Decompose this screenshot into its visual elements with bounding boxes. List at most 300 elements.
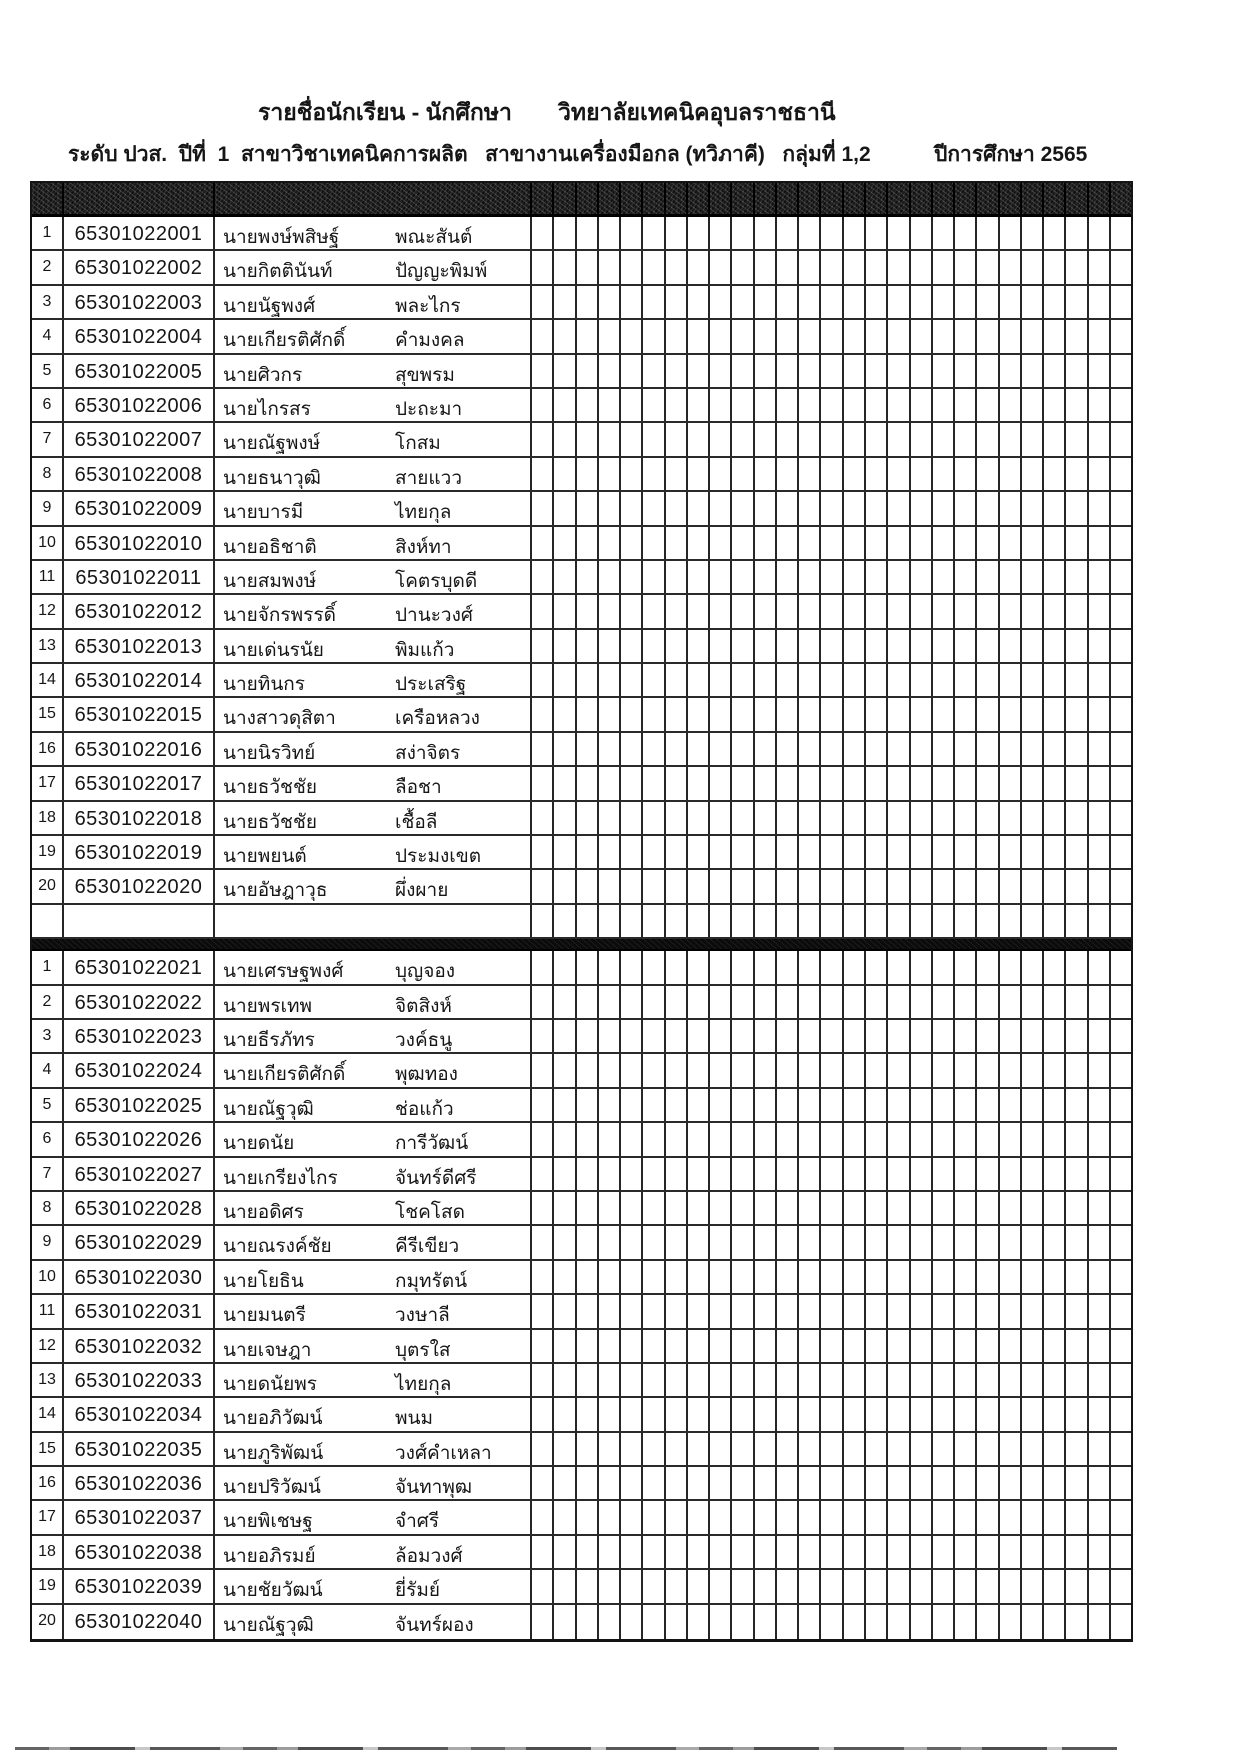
attendance-cell: [666, 355, 688, 387]
attendance-cell: [577, 1192, 599, 1224]
attendance-cell: [1111, 423, 1131, 455]
attendance-cell: [621, 1089, 643, 1121]
attendance-cell: [1089, 1330, 1111, 1362]
student-row: [32, 1226, 1131, 1260]
attendance-cell: [755, 1192, 777, 1224]
attendance-cell: [666, 1261, 688, 1293]
attendance-cell: [866, 870, 888, 902]
first-name: นายนิรวิทย์: [223, 742, 316, 764]
attendance-cell: [844, 527, 866, 559]
attendance-cell: [577, 1020, 599, 1052]
attendance-cell: [599, 1398, 621, 1430]
attendance-cell: [911, 217, 933, 249]
attendance-cell: [599, 492, 621, 524]
attendance-cell: [755, 1433, 777, 1465]
attendance-cell: [643, 561, 665, 593]
first-name: นายอธิชาติ: [223, 536, 317, 558]
first-name: นายศิวกร: [223, 364, 303, 386]
attendance-cell: [911, 1467, 933, 1499]
attendance-cell: [777, 836, 799, 868]
student-name-cell: [215, 1605, 532, 1639]
attendance-cell: [1022, 870, 1044, 902]
last-name: พณะสันต์: [395, 227, 473, 248]
student-row: [32, 1330, 1131, 1364]
attendance-cell: [866, 1192, 888, 1224]
attendance-cell: [888, 595, 910, 627]
student-row: [32, 1158, 1131, 1192]
student-id-cell: 65301022040: [64, 1605, 215, 1639]
attendance-cell: [732, 1605, 754, 1639]
attendance-cell: [532, 1467, 554, 1499]
row-number-cell: 13: [32, 1364, 64, 1396]
attendance-cell: [554, 1433, 576, 1465]
attendance-cell: [933, 1605, 955, 1639]
attendance-cell: [621, 458, 643, 490]
student-name-cell: [215, 389, 532, 421]
attendance-cell: [532, 561, 554, 593]
student-name-cell: [215, 217, 532, 249]
attendance-cell: [710, 870, 732, 902]
attendance-cell: [1066, 1570, 1088, 1602]
attendance-cell: [710, 733, 732, 765]
attendance-cell: [933, 595, 955, 627]
attendance-cell: [577, 1433, 599, 1465]
attendance-cell: [1022, 423, 1044, 455]
attendance-cell: [777, 870, 799, 902]
attendance-cell: [1111, 1054, 1131, 1086]
attendance-cell: [532, 951, 554, 983]
first-name: นายพงษ์พสิษฐ์: [223, 227, 340, 248]
attendance-cell: [844, 320, 866, 352]
attendance-cell: [688, 1605, 710, 1639]
attendance-cell: [621, 1433, 643, 1465]
attendance-cell: [821, 698, 843, 730]
student-row: [32, 389, 1131, 423]
attendance-cell: [710, 1261, 732, 1293]
attendance-cell: [755, 733, 777, 765]
attendance-cell: [1000, 1020, 1022, 1052]
student-name-cell: [215, 733, 532, 765]
attendance-cell: [666, 320, 688, 352]
attendance-cell: [666, 1364, 688, 1396]
attendance-cell: [554, 1054, 576, 1086]
attendance-cell: [888, 1536, 910, 1568]
attendance-cell: [955, 733, 977, 765]
attendance-cell: [755, 286, 777, 318]
attendance-cell: [1111, 905, 1131, 937]
last-name: ไทยกุล: [395, 1373, 452, 1395]
attendance-cell: [933, 1020, 955, 1052]
student-name-cell: [215, 698, 532, 730]
attendance-cell: [777, 767, 799, 799]
attendance-cell: [666, 1605, 688, 1639]
attendance-cell: [866, 836, 888, 868]
attendance-cell: [710, 1501, 732, 1533]
header-cell-attendance: [911, 183, 933, 214]
attendance-cell: [844, 1398, 866, 1430]
attendance-cell: [532, 1330, 554, 1362]
attendance-cell: [554, 492, 576, 524]
attendance-cell: [777, 1089, 799, 1121]
attendance-cell: [799, 767, 821, 799]
attendance-cell: [1111, 458, 1131, 490]
attendance-cell: [777, 458, 799, 490]
attendance-cell: [911, 664, 933, 696]
attendance-cell: [977, 836, 999, 868]
attendance-cell: [1066, 767, 1088, 799]
student-id-cell: 65301022027: [64, 1158, 215, 1190]
student-row: [32, 1536, 1131, 1570]
attendance-cell: [799, 1295, 821, 1327]
attendance-cell: [577, 595, 599, 627]
header-cell-attendance: [799, 183, 821, 214]
attendance-cell: [755, 1089, 777, 1121]
attendance-cell: [688, 1501, 710, 1533]
student-id-cell: 65301022015: [64, 698, 215, 730]
attendance-cell: [755, 355, 777, 387]
first-name: นายณรงค์ชัย: [223, 1236, 332, 1258]
attendance-cell: [710, 1433, 732, 1465]
attendance-cell: [732, 423, 754, 455]
first-name: นายพรเทพ: [223, 995, 313, 1017]
student-row: [32, 1020, 1131, 1054]
attendance-cell: [732, 767, 754, 799]
attendance-cell: [821, 1398, 843, 1430]
attendance-cell: [1111, 1158, 1131, 1190]
attendance-cell: [599, 561, 621, 593]
attendance-cell: [821, 1295, 843, 1327]
attendance-cell: [532, 251, 554, 283]
attendance-cell: [1044, 951, 1066, 983]
attendance-cell: [1044, 1330, 1066, 1362]
first-name: นายภูริพัฒน์: [223, 1442, 324, 1464]
header-cell-attendance: [933, 183, 955, 214]
attendance-cell: [977, 1123, 999, 1155]
attendance-cell: [710, 951, 732, 983]
attendance-cell: [844, 355, 866, 387]
attendance-cell: [1022, 698, 1044, 730]
attendance-cell: [666, 389, 688, 421]
header-cell-attendance: [888, 183, 910, 214]
attendance-cell: [844, 458, 866, 490]
attendance-cell: [955, 251, 977, 283]
attendance-cell: [1044, 767, 1066, 799]
attendance-cell: [1089, 492, 1111, 524]
student-row: [32, 1501, 1131, 1535]
attendance-cell: [844, 951, 866, 983]
attendance-cell: [621, 1398, 643, 1430]
last-name: พิมแก้ว: [395, 639, 455, 661]
attendance-cell: [844, 1089, 866, 1121]
attendance-cell: [1089, 698, 1111, 730]
last-name: ประมงเขต: [395, 846, 482, 868]
attendance-cell: [532, 802, 554, 834]
attendance-cell: [866, 1570, 888, 1602]
attendance-cell: [732, 1501, 754, 1533]
student-id-cell: 65301022007: [64, 423, 215, 455]
row-number-cell: 18: [32, 802, 64, 834]
attendance-cell: [755, 423, 777, 455]
attendance-cell: [1066, 595, 1088, 627]
attendance-cell: [821, 561, 843, 593]
student-name-cell: [215, 767, 532, 799]
attendance-cell: [710, 1020, 732, 1052]
attendance-cell: [688, 492, 710, 524]
attendance-cell: [599, 664, 621, 696]
attendance-cell: [621, 1158, 643, 1190]
attendance-cell: [799, 561, 821, 593]
header-cell-attendance: [710, 183, 732, 214]
last-name: ปานะวงศ์: [395, 605, 473, 627]
attendance-cell: [1000, 1089, 1022, 1121]
attendance-cell: [554, 1364, 576, 1396]
attendance-cell: [866, 1364, 888, 1396]
attendance-cell: [933, 664, 955, 696]
attendance-cell: [821, 595, 843, 627]
attendance-cell: [933, 1089, 955, 1121]
attendance-cell: [821, 802, 843, 834]
attendance-cell: [532, 389, 554, 421]
attendance-cell: [977, 251, 999, 283]
attendance-cell: [844, 492, 866, 524]
attendance-cell: [688, 1123, 710, 1155]
attendance-cell: [621, 217, 643, 249]
attendance-cell: [799, 698, 821, 730]
attendance-cell: [911, 1123, 933, 1155]
attendance-cell: [1089, 286, 1111, 318]
attendance-cell: [643, 251, 665, 283]
student-id-cell: 65301022018: [64, 802, 215, 834]
attendance-cell: [888, 870, 910, 902]
attendance-cell: [1066, 355, 1088, 387]
attendance-cell: [666, 423, 688, 455]
attendance-cell: [888, 733, 910, 765]
attendance-cell: [732, 492, 754, 524]
attendance-cell: [844, 1054, 866, 1086]
attendance-cell: [554, 905, 576, 937]
attendance-cell: [821, 836, 843, 868]
first-name: นายณัฐพงษ์: [223, 433, 321, 455]
attendance-cell: [1022, 458, 1044, 490]
attendance-cell: [911, 836, 933, 868]
last-name: ปะถะมา: [395, 398, 463, 420]
student-id-cell: 65301022031: [64, 1295, 215, 1327]
student-id-cell: 65301022014: [64, 664, 215, 696]
attendance-cell: [643, 1020, 665, 1052]
last-name: จันทร์ผอง: [395, 1614, 474, 1636]
attendance-cell: [977, 1192, 999, 1224]
attendance-cell: [666, 1295, 688, 1327]
student-row: [32, 527, 1131, 561]
attendance-cell: [688, 986, 710, 1018]
last-name: วงศ์คำเหลา: [395, 1442, 492, 1464]
attendance-cell: [977, 527, 999, 559]
attendance-cell: [732, 1158, 754, 1190]
attendance-cell: [1022, 492, 1044, 524]
attendance-cell: [933, 1536, 955, 1568]
attendance-cell: [621, 1605, 643, 1639]
attendance-cell: [911, 286, 933, 318]
attendance-cell: [911, 630, 933, 662]
attendance-cell: [666, 1158, 688, 1190]
attendance-cell: [844, 664, 866, 696]
student-name-cell: [215, 870, 532, 902]
attendance-cell: [732, 1330, 754, 1362]
attendance-cell: [688, 595, 710, 627]
student-name-cell: [215, 1433, 532, 1465]
attendance-cell: [888, 767, 910, 799]
attendance-cell: [621, 286, 643, 318]
attendance-cell: [955, 767, 977, 799]
attendance-cell: [732, 951, 754, 983]
attendance-cell: [621, 905, 643, 937]
student-id-cell: 65301022032: [64, 1330, 215, 1362]
last-name: วงษาลี: [395, 1305, 450, 1327]
attendance-cell: [732, 1536, 754, 1568]
attendance-cell: [532, 1536, 554, 1568]
row-number-cell: 6: [32, 1123, 64, 1155]
attendance-cell: [911, 1364, 933, 1396]
attendance-cell: [1022, 1020, 1044, 1052]
attendance-cell: [1044, 1020, 1066, 1052]
attendance-cell: [933, 905, 955, 937]
attendance-cell: [1022, 355, 1044, 387]
first-name: นายธนาวุฒิ: [223, 467, 321, 489]
attendance-cell: [688, 1570, 710, 1602]
attendance-cell: [955, 698, 977, 730]
attendance-cell: [1000, 1295, 1022, 1327]
attendance-cell: [1066, 905, 1088, 937]
attendance-cell: [532, 1158, 554, 1190]
attendance-cell: [866, 733, 888, 765]
student-id-cell: 65301022024: [64, 1054, 215, 1086]
attendance-cell: [888, 1605, 910, 1639]
first-name: นายดนัยพร: [223, 1373, 317, 1395]
attendance-cell: [732, 458, 754, 490]
attendance-cell: [755, 1467, 777, 1499]
attendance-cell: [821, 951, 843, 983]
attendance-cell: [621, 870, 643, 902]
first-name: นายมนตรี: [223, 1305, 306, 1327]
student-id-cell: 65301022005: [64, 355, 215, 387]
attendance-cell: [710, 492, 732, 524]
attendance-cell: [1089, 1158, 1111, 1190]
attendance-cell: [1089, 1054, 1111, 1086]
attendance-cell: [933, 986, 955, 1018]
attendance-cell: [710, 664, 732, 696]
attendance-cell: [977, 595, 999, 627]
student-row: [32, 1398, 1131, 1432]
attendance-cell: [688, 1054, 710, 1086]
student-name-cell: [215, 1570, 532, 1602]
attendance-cell: [666, 1054, 688, 1086]
attendance-cell: [732, 1054, 754, 1086]
student-row: [32, 1261, 1131, 1295]
attendance-cell: [643, 664, 665, 696]
attendance-cell: [777, 423, 799, 455]
attendance-cell: [844, 1295, 866, 1327]
attendance-cell: [799, 802, 821, 834]
student-row: [32, 355, 1131, 389]
attendance-cell: [1066, 1364, 1088, 1396]
attendance-cell: [621, 802, 643, 834]
attendance-cell: [621, 1226, 643, 1258]
attendance-cell: [933, 286, 955, 318]
attendance-cell: [599, 355, 621, 387]
attendance-cell: [844, 698, 866, 730]
attendance-cell: [599, 630, 621, 662]
attendance-cell: [755, 251, 777, 283]
attendance-cell: [911, 458, 933, 490]
attendance-cell: [866, 1226, 888, 1258]
attendance-cell: [532, 355, 554, 387]
attendance-cell: [755, 1570, 777, 1602]
attendance-cell: [732, 1226, 754, 1258]
attendance-cell: [933, 1467, 955, 1499]
attendance-cell: [777, 251, 799, 283]
attendance-cell: [1022, 767, 1044, 799]
attendance-cell: [599, 1089, 621, 1121]
attendance-cell: [799, 1123, 821, 1155]
attendance-cell: [866, 423, 888, 455]
attendance-cell: [1000, 767, 1022, 799]
first-name: นายไกรสร: [223, 398, 311, 420]
attendance-cell: [799, 905, 821, 937]
attendance-cell: [821, 389, 843, 421]
attendance-cell: [666, 458, 688, 490]
student-row: [32, 664, 1131, 698]
attendance-cell: [732, 986, 754, 1018]
attendance-cell: [577, 423, 599, 455]
attendance-cell: [955, 836, 977, 868]
last-name: โชคโสด: [395, 1201, 465, 1223]
attendance-cell: [844, 1364, 866, 1396]
attendance-cell: [1022, 286, 1044, 318]
student-id-cell: 65301022028: [64, 1192, 215, 1224]
attendance-cell: [977, 1158, 999, 1190]
first-name: นายนัฐพงศ์: [223, 295, 316, 317]
last-name: สายแวว: [395, 467, 462, 489]
attendance-cell: [933, 1158, 955, 1190]
last-name: โกสม: [395, 433, 441, 455]
student-id-cell: 65301022034: [64, 1398, 215, 1430]
attendance-cell: [688, 355, 710, 387]
attendance-cell: [710, 320, 732, 352]
student-id-cell: 65301022011: [64, 561, 215, 593]
attendance-cell: [532, 1226, 554, 1258]
attendance-cell: [732, 733, 754, 765]
last-name: สุขพรม: [395, 364, 455, 386]
attendance-cell: [866, 1398, 888, 1430]
attendance-cell: [532, 905, 554, 937]
attendance-cell: [1111, 320, 1131, 352]
attendance-cell: [710, 355, 732, 387]
attendance-cell: [666, 1330, 688, 1362]
attendance-cell: [911, 1570, 933, 1602]
student-name-cell: [215, 355, 532, 387]
attendance-cell: [599, 836, 621, 868]
attendance-cell: [755, 1054, 777, 1086]
attendance-cell: [1022, 1570, 1044, 1602]
attendance-cell: [844, 1226, 866, 1258]
attendance-cell: [732, 1261, 754, 1293]
attendance-cell: [643, 1364, 665, 1396]
attendance-cell: [1111, 836, 1131, 868]
student-name-cell: [215, 630, 532, 662]
attendance-cell: [977, 767, 999, 799]
student-name-cell: [215, 1054, 532, 1086]
last-name: พละไกร: [395, 295, 461, 317]
